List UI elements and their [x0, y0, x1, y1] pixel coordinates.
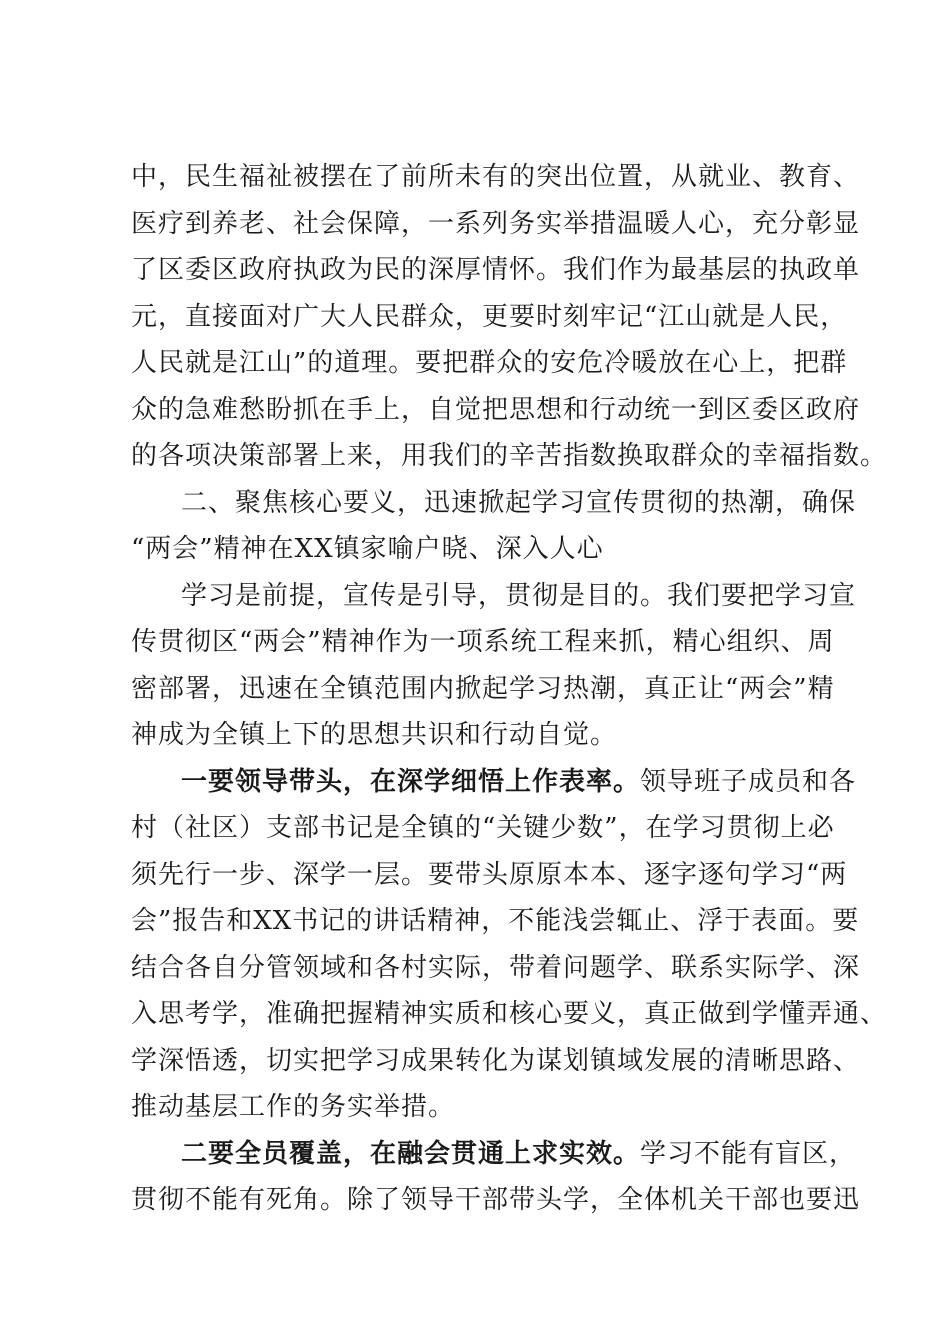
text-line — [131, 346, 851, 380]
text-run: 学习不能有盲区， — [640, 1139, 857, 1169]
text-line — [131, 300, 851, 334]
text-line — [131, 718, 851, 752]
text-run: 中，民生福祉被摆在了前所未有的突出位置，从就业、教育、 — [131, 162, 861, 192]
text-line — [131, 160, 861, 194]
text-line — [131, 1183, 861, 1217]
text-line — [131, 951, 861, 985]
text-line — [131, 393, 861, 427]
text-run: 贯彻不能有死角。除了领导干部带头学，全体机关干部也要迅 — [131, 1185, 861, 1215]
text-line — [181, 1137, 857, 1171]
section-heading-line — [181, 486, 857, 520]
text-line — [131, 811, 851, 845]
text-run: 人民就是江山”的道理。要把群众的安危冷暖放在心上，把群 — [131, 348, 848, 378]
text-run: 医疗到养老、社会保障，一系列务实举措温暖人心，充分彰显 — [131, 209, 861, 239]
text-line — [181, 765, 857, 799]
text-run: 推动基层工作的务实举措。 — [131, 1092, 456, 1122]
text-run: 结合各自分管领域和各村实际，带着问题学、联系实际学、深 — [131, 953, 861, 983]
text-run: 村（社区）支部书记是全镇的“关键少数”，在学习贯彻上必 — [131, 813, 835, 843]
text-run: 的各项决策部署上来，用我们的辛苦指数换取群众的幸福指数。 — [131, 441, 888, 471]
text-run: 元，直接面对广大人民群众，更要时刻牢记“江山就是人民， — [131, 302, 848, 332]
text-line — [131, 1044, 861, 1078]
text-run: 学习是前提，宣传是引导，贯彻是目的。我们要把学习宣 — [181, 581, 857, 611]
text-run: 学深悟透，切实把学习成果转化为谋划镇域发展的清晰思路、 — [131, 1046, 861, 1076]
text-line — [131, 997, 888, 1031]
text-line — [131, 253, 861, 287]
text-line — [131, 858, 851, 892]
text-line — [131, 904, 860, 938]
text-run: 须先行一步、深学一层。要带头原原本本、逐字逐句学习“两 — [131, 860, 848, 890]
text-run: 了区委区政府执政为民的深厚情怀。我们作为最基层的执政单 — [131, 255, 861, 285]
text-run: 神成为全镇上下的思想共识和行动自觉。 — [131, 720, 618, 750]
bold-lead-run: 二要全员覆盖，在融会贯通上求实效。 — [181, 1139, 641, 1169]
text-line — [131, 207, 861, 241]
text-run: 众的急难愁盼抓在手上，自觉把思想和行动统一到区委区政府 — [131, 395, 861, 425]
text-line — [131, 1090, 851, 1124]
text-run: 传贯彻区“两会”精神作为一项系统工程来抓，精心组织、周 — [131, 627, 835, 657]
text-run: 领导班子成员和各 — [640, 767, 857, 797]
text-run: 入思考学，准确把握精神实质和核心要义，真正做到学懂弄通、 — [131, 999, 888, 1029]
section-heading-line — [131, 532, 851, 566]
text-line — [131, 672, 851, 706]
bold-lead-run: 一要领导带头，在深学细悟上作表率。 — [181, 767, 641, 797]
text-run: 二、聚焦核心要义，迅速掀起学习宣传贯彻的热潮，确保 — [181, 488, 857, 518]
text-run: “两会”精神在XX镇家喻户晓、深入人心 — [131, 534, 604, 564]
text-line — [131, 439, 888, 473]
text-line — [131, 625, 851, 659]
text-run: 会”报告和XX书记的讲话精神，不能浅尝辄止、浮于表面。要 — [131, 906, 860, 936]
text-run: 密部署，迅速在全镇范围内掀起学习热潮，真正让“两会”精 — [131, 674, 835, 704]
text-line — [181, 579, 857, 613]
